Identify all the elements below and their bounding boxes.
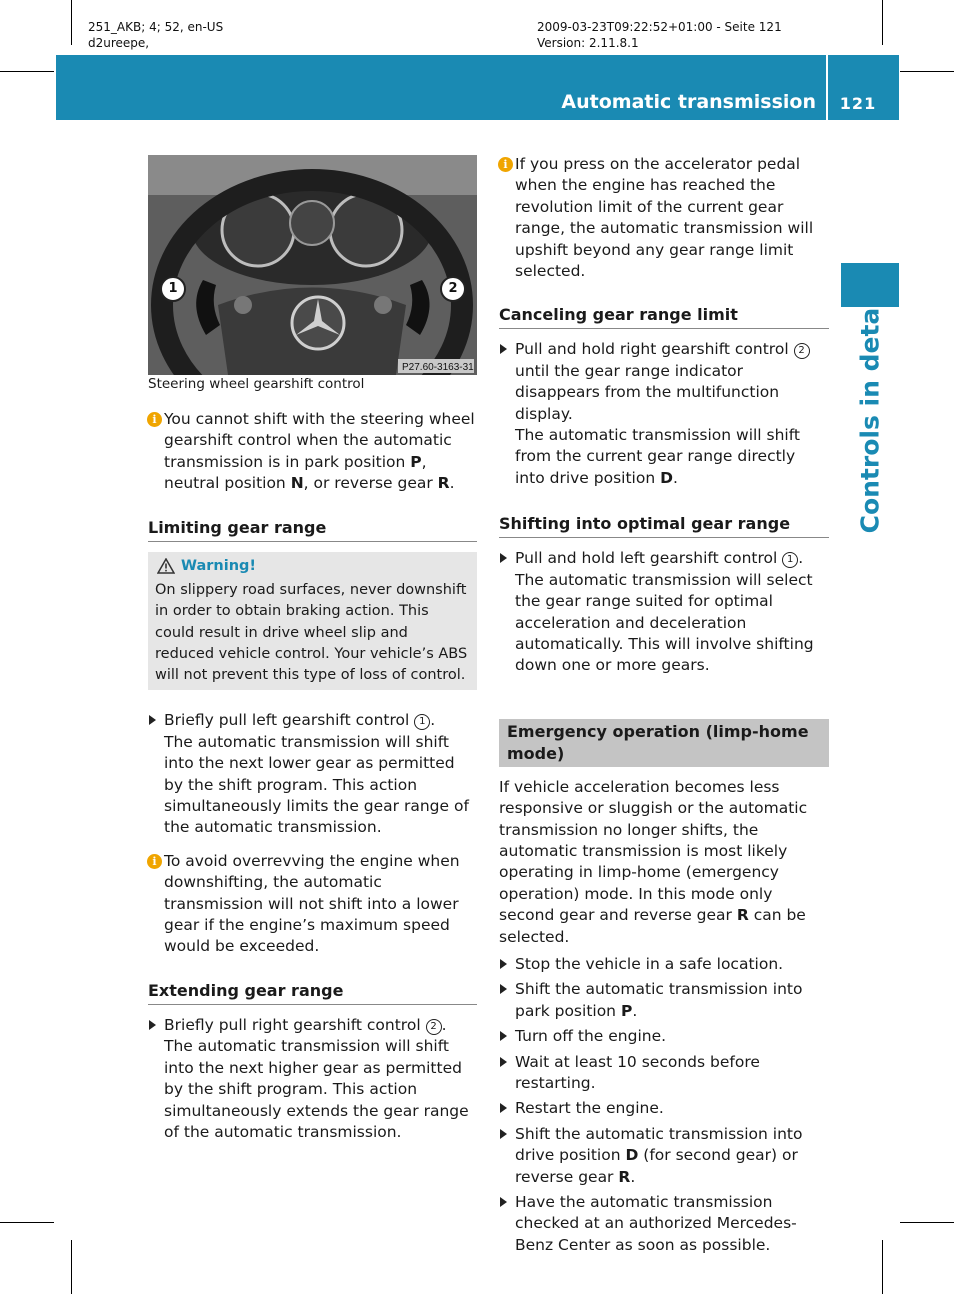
step-text [515, 339, 829, 425]
step-text [515, 548, 829, 569]
text-run: Pull and hold right gearshift control [515, 340, 794, 359]
meta-line: 2009-03-23T09:22:52+01:00 - Seite 121 [537, 20, 782, 34]
step-arrow-icon [500, 959, 507, 969]
step-arrow-icon [500, 553, 507, 563]
info-icon: i [147, 412, 162, 427]
text-run: . [798, 549, 804, 568]
step-text [164, 710, 477, 731]
warning-triangle-icon [157, 558, 175, 574]
text-run: , neutral position [164, 452, 427, 493]
bold-run: N [290, 474, 304, 493]
meta-line: Version: 2.11.8.1 [537, 36, 639, 50]
text-run: . [630, 1167, 636, 1186]
print-meta-left [88, 19, 223, 51]
step-result: The automatic transmission will shift into the next higher gear as permitted by the shift program. This action simultaneously extends the gear range of the automatic transmission. [164, 1037, 469, 1141]
step-arrow-icon [500, 1129, 507, 1139]
bold-run: P [620, 1001, 633, 1020]
left-column [148, 155, 477, 1143]
text-run: Briefly pull left gearshift control [164, 711, 415, 730]
bold-run: R [618, 1167, 631, 1186]
step-text: Turn off the engine. [515, 1027, 667, 1046]
warning-text: On slippery road surfaces, never downshift in order to obtain braking action. This could result in drive wheel slip and reduced vehicle control. Your vehicle’s ABS will not prevent this type of loss of control. [155, 581, 468, 684]
section-title: Automatic transmission [561, 91, 816, 113]
control-number: 2 [794, 343, 810, 359]
text-run: (for second gear) or reverse gear [515, 1146, 798, 1186]
step-arrow-icon [500, 984, 507, 994]
step-arrow-icon [149, 715, 156, 725]
step-text [515, 1124, 829, 1188]
info-text [164, 409, 477, 495]
page-number: 121 [839, 94, 877, 113]
step-result: The automatic transmission will select the gear range suited for optimal acceleration and deceleration automatically. This will involve shifting down one or more gears. [515, 570, 814, 675]
text-run: can be selected. [499, 906, 806, 946]
crop-mark [0, 1222, 54, 1223]
print-meta-right [537, 19, 782, 51]
subheading: Limiting gear range [148, 517, 477, 542]
step-arrow-icon [500, 1057, 507, 1067]
body-paragraph [499, 777, 829, 948]
control-number: 1 [414, 714, 430, 730]
crop-mark [900, 1222, 954, 1223]
instruction-step [499, 954, 829, 975]
instruction-step [499, 1098, 829, 1119]
crop-mark [882, 0, 883, 45]
photo-caption: Steering wheel gearshift control [148, 376, 365, 392]
instruction-step [499, 1052, 829, 1095]
step-text: Wait at least 10 seconds before restarting. [515, 1052, 760, 1092]
step-arrow-icon [500, 344, 507, 354]
crop-mark [71, 1240, 72, 1294]
meta-line: 251_AKB; 4; 52, en-US [88, 20, 224, 34]
instruction-step [499, 1124, 829, 1188]
steering-wheel-photo [148, 155, 477, 375]
text-run: . [449, 474, 455, 493]
info-text: To avoid overrevving the engine when downshifting, the automatic transmission will not shift into a lower gear if the engine’s maximum speed would be exceeded. [164, 851, 460, 956]
step-arrow-icon [500, 1197, 507, 1207]
step-result [515, 425, 829, 489]
instruction-step [499, 548, 829, 676]
warning-title [155, 556, 470, 577]
step-text: Restart the engine. [515, 1099, 664, 1118]
text-run: The automatic transmission will shift from the current gear range directly into drive position [515, 426, 801, 487]
meta-line: d2ureepe, [88, 36, 150, 50]
step-text: Have the automatic transmission checked at an authorized Mercedes-Benz Center as soon as possible. [515, 1193, 797, 1254]
crop-mark [900, 71, 954, 72]
bold-run: D [625, 1146, 639, 1165]
info-text: If you press on the accelerator pedal when the engine has reached the revolution limit of the current gear range, the automatic transmission will upshift beyond any gear range limit selected. [515, 155, 814, 281]
section-heading: Emergency operation (limp-home mode) [499, 719, 829, 767]
subheading: Shifting into optimal gear range [499, 513, 829, 538]
info-note [148, 409, 477, 495]
info-note [499, 154, 829, 282]
instruction-step [499, 979, 829, 1022]
text-run: Shift the automatic transmission into park position [515, 980, 803, 1020]
crop-mark [882, 1240, 883, 1294]
step-arrow-icon [500, 1031, 507, 1041]
subheading: Canceling gear range limit [499, 304, 829, 329]
callout-1: 1 [160, 276, 186, 302]
instruction-step [499, 1192, 829, 1256]
crop-mark [71, 0, 72, 45]
warning-title-text: Warning! [181, 557, 257, 574]
text-run: Pull and hold left gearshift control [515, 549, 783, 568]
text-run: until the gear range indicator disappears from the multifunction display. [515, 361, 780, 423]
text-run: . [672, 468, 678, 487]
text-run: Shift the automatic transmission into drive position [515, 1124, 803, 1165]
info-icon: i [147, 854, 162, 869]
text-run: If vehicle acceleration becomes less responsive or sluggish or the automatic transmission no longer shifts, the automatic transmission is most likely operating in limp-home (emergency operation) mode. In this mode only second gear and reverse gear [499, 777, 808, 925]
warning-box [148, 552, 477, 691]
control-number: 2 [426, 1019, 442, 1035]
crop-mark [0, 71, 54, 72]
instruction-step [148, 1015, 477, 1143]
instruction-step [499, 1026, 829, 1047]
step-arrow-icon [149, 1020, 156, 1030]
text-run: You cannot shift with the steering wheel gearshift control when the automatic transmission is in park position [164, 410, 475, 471]
info-note [148, 851, 477, 958]
photo-label: P27.60-3163-31 [402, 362, 474, 373]
control-number: 1 [782, 552, 798, 568]
bold-run: D [660, 468, 673, 487]
steering-wheel-illustration [148, 155, 477, 375]
step-text [515, 979, 829, 1022]
instruction-step [499, 339, 829, 489]
text-run: . [430, 711, 436, 730]
step-arrow-icon [500, 1103, 507, 1113]
bold-run: R [736, 906, 749, 925]
instruction-step [148, 710, 477, 838]
subheading: Extending gear range [148, 980, 477, 1005]
text-run: Briefly pull right gearshift control [164, 1015, 426, 1034]
info-icon: i [498, 157, 513, 172]
step-result: The automatic transmission will shift into the next lower gear as permitted by the shift program. This action simultaneously limits the gear range of the automatic transmission. [164, 732, 469, 837]
bold-run: R [437, 474, 450, 493]
text-run: , or reverse gear [303, 474, 438, 493]
right-column [499, 154, 829, 1256]
callout-2: 2 [440, 276, 466, 302]
step-text [164, 1015, 477, 1036]
text-run: . [441, 1015, 447, 1034]
text-run: . [632, 1001, 638, 1020]
step-text: Stop the vehicle in a safe location. [515, 954, 784, 973]
chapter-label: Controls in detail [855, 290, 885, 534]
bold-run: P [410, 452, 422, 471]
